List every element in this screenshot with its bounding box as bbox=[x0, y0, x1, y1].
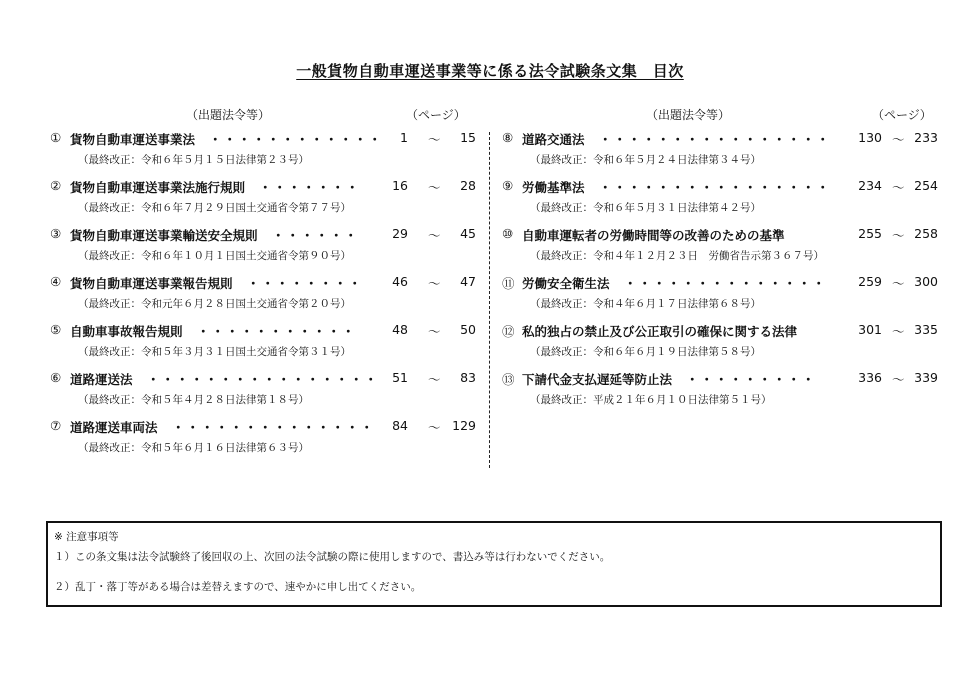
toc-column-left bbox=[48, 98, 476, 464]
page-start: 46 bbox=[392, 274, 408, 289]
leader-dots: ・・・・・・・・ bbox=[247, 276, 364, 291]
amendment-note: （最終改正：令和６年５月２４日法律第３４号） bbox=[530, 154, 761, 166]
notes-box bbox=[46, 521, 942, 607]
entry-number: ① bbox=[50, 130, 62, 145]
page-start: 234 bbox=[858, 178, 882, 193]
page-range-tilde: ～ bbox=[428, 372, 441, 387]
toc-entry bbox=[48, 176, 476, 224]
page-end: 129 bbox=[452, 418, 476, 433]
amendment-note: （最終改正：令和６年５月１５日法律第２３号） bbox=[78, 154, 309, 166]
page-end: 339 bbox=[914, 370, 938, 385]
law-name: 道路運送法 bbox=[70, 372, 133, 387]
page-start: 130 bbox=[858, 130, 882, 145]
column-header bbox=[48, 98, 476, 128]
toc-entries-right bbox=[500, 128, 940, 416]
toc-entry bbox=[48, 224, 476, 272]
page-end: 15 bbox=[460, 130, 476, 145]
page-start: 48 bbox=[392, 322, 408, 337]
page-start: 51 bbox=[392, 370, 408, 385]
entry-number: ④ bbox=[50, 274, 62, 289]
law-name: 道路運送車両法 bbox=[70, 420, 158, 435]
entry-number: ③ bbox=[50, 226, 62, 241]
notes-heading: ※ 注意事項等 bbox=[54, 531, 119, 543]
page-end: 83 bbox=[460, 370, 476, 385]
amendment-note: （最終改正：平成２１年６月１０日法律第５１号） bbox=[530, 394, 772, 406]
toc-entry bbox=[48, 128, 476, 176]
toc-entry bbox=[48, 320, 476, 368]
toc-entry-line bbox=[500, 130, 940, 150]
law-name: 貨物自動車運送事業報告規則 bbox=[70, 276, 233, 291]
page-range-tilde: ～ bbox=[892, 276, 905, 291]
page-start: 301 bbox=[858, 322, 882, 337]
header-law: （出題法令等） bbox=[646, 108, 731, 122]
page-start: 259 bbox=[858, 274, 882, 289]
note-item-1: １）この条文集は法令試験終了後回収の上、次回の法令試験の際に使用しますので、書込み等は行わないでください。 bbox=[54, 551, 611, 563]
column-header bbox=[500, 98, 940, 128]
amendment-note: （最終改正：令和６年６月１９日法律第５８号） bbox=[530, 346, 761, 358]
amendment-note: （最終改正：令和５年４月２８日法律第１８号） bbox=[78, 394, 309, 406]
page-range-tilde: ～ bbox=[428, 420, 441, 435]
column-divider bbox=[489, 132, 490, 468]
amendment-note: （最終改正：令和６年５月３１日法律第４２号） bbox=[530, 202, 761, 214]
entry-number: ⑥ bbox=[50, 370, 62, 385]
toc-entry-line bbox=[500, 322, 940, 342]
note-item-2: ２）乱丁・落丁等がある場合は差替えますので、速やかに申し出てください。 bbox=[54, 581, 422, 593]
toc-entry-line bbox=[48, 178, 476, 198]
leader-dots: ・・・・・・・ bbox=[259, 180, 361, 195]
toc-entry bbox=[500, 128, 940, 176]
amendment-note: （最終改正：令和６年７月２９日国土交通省令第７７号） bbox=[78, 202, 351, 214]
toc-entry bbox=[48, 272, 476, 320]
leader-dots: ・・・・・・・・・・・ bbox=[197, 324, 357, 339]
page-start: 1 bbox=[400, 130, 408, 145]
law-name: 自動車事故報告規則 bbox=[70, 324, 183, 339]
page-end: 233 bbox=[914, 130, 938, 145]
page-range-tilde: ～ bbox=[428, 324, 441, 339]
page-range-tilde: ～ bbox=[428, 228, 441, 243]
leader-dots: ・・・・・・・・・・・・・・ bbox=[624, 276, 828, 291]
page-range-tilde: ～ bbox=[428, 276, 441, 291]
toc-entry bbox=[48, 368, 476, 416]
entry-number: ⑫ bbox=[502, 324, 515, 339]
header-page: （ページ） bbox=[872, 108, 932, 122]
toc-entry bbox=[500, 368, 940, 416]
leader-dots: ・・・・・・・・・・・・ bbox=[209, 132, 384, 147]
page-range-tilde: ～ bbox=[428, 132, 441, 147]
law-name: 貨物自動車運送事業法施行規則 bbox=[70, 180, 246, 195]
entry-number: ② bbox=[50, 178, 62, 193]
entry-number: ⑩ bbox=[502, 226, 514, 241]
entry-number: ⑪ bbox=[502, 276, 515, 291]
entry-number: ⑨ bbox=[502, 178, 514, 193]
header-law: （出題法令等） bbox=[186, 108, 271, 122]
page-start: 84 bbox=[392, 418, 408, 433]
page-end: 47 bbox=[460, 274, 476, 289]
amendment-note: （最終改正：令和６年１０月１日国土交通省令第９０号） bbox=[78, 250, 351, 262]
law-name: 労働安全衛生法 bbox=[522, 276, 610, 291]
page-range-tilde: ～ bbox=[892, 132, 905, 147]
leader-dots: ・・・・・・・・・・・・・・ bbox=[172, 420, 376, 435]
document-title: 一般貨物自動車運送事業等に係る法令試験条文集 目次 bbox=[296, 62, 684, 80]
toc-entry bbox=[500, 176, 940, 224]
toc-entry bbox=[500, 272, 940, 320]
toc-entry bbox=[48, 416, 476, 464]
toc-entry-line bbox=[48, 418, 476, 438]
toc-entry-line bbox=[48, 370, 476, 390]
entry-number: ⑤ bbox=[50, 322, 62, 337]
toc-entry-line bbox=[500, 226, 940, 246]
law-name: 道路交通法 bbox=[522, 132, 585, 147]
page-range-tilde: ～ bbox=[892, 180, 905, 195]
page-start: 336 bbox=[858, 370, 882, 385]
toc-entry-line bbox=[48, 130, 476, 150]
toc-entries-left bbox=[48, 128, 476, 464]
leader-dots: ・・・・・・・・・・・・・・・・ bbox=[147, 372, 380, 387]
toc-entry-line bbox=[500, 274, 940, 294]
leader-dots: ・・・・・・・・・・・・・・・・ bbox=[599, 132, 832, 147]
page-end: 254 bbox=[914, 178, 938, 193]
toc-entry-line bbox=[500, 178, 940, 198]
leader-dots: ・・・・・・・・・・・・・・・・ bbox=[599, 180, 832, 195]
entry-number: ⑧ bbox=[502, 130, 514, 145]
page-start: 29 bbox=[392, 226, 408, 241]
toc-entry-line bbox=[500, 370, 940, 390]
law-name: 労働基準法 bbox=[522, 180, 585, 195]
amendment-note: （最終改正：令和元年６月２８日国土交通省令第２０号） bbox=[78, 298, 351, 310]
toc-entry bbox=[500, 224, 940, 272]
toc-column-right bbox=[500, 98, 940, 416]
amendment-note: （最終改正：令和５年６月１６日法律第６３号） bbox=[78, 442, 309, 454]
page-end: 45 bbox=[460, 226, 476, 241]
toc-entry-line bbox=[48, 226, 476, 246]
law-name: 私的独占の禁止及び公正取引の確保に関する法律 bbox=[522, 324, 798, 339]
law-name: 下請代金支払遅延等防止法 bbox=[522, 372, 673, 387]
leader-dots: ・・・・・・・・・ bbox=[686, 372, 817, 387]
amendment-note: （最終改正：令和４年６月１７日法律第６８号） bbox=[530, 298, 761, 310]
amendment-note: （最終改正：令和５年３月３１日国土交通省令第３１号） bbox=[78, 346, 351, 358]
law-name: 自動車運転者の労働時間等の改善のための基準 bbox=[522, 228, 785, 243]
toc-entry-line bbox=[48, 322, 476, 342]
page-end: 258 bbox=[914, 226, 938, 241]
page-end: 50 bbox=[460, 322, 476, 337]
toc-entry bbox=[500, 320, 940, 368]
page-end: 28 bbox=[460, 178, 476, 193]
page-end: 335 bbox=[914, 322, 938, 337]
entry-number: ⑬ bbox=[502, 372, 515, 387]
page-range-tilde: ～ bbox=[892, 228, 905, 243]
toc-entry-line bbox=[48, 274, 476, 294]
page-end: 300 bbox=[914, 274, 938, 289]
page-range-tilde: ～ bbox=[892, 324, 905, 339]
page-start: 255 bbox=[858, 226, 882, 241]
law-name: 貨物自動車運送事業輸送安全規則 bbox=[70, 228, 258, 243]
law-name: 貨物自動車運送事業法 bbox=[70, 132, 196, 147]
page-start: 16 bbox=[392, 178, 408, 193]
amendment-note: （最終改正：令和４年１２月２３日 労働省告示第３６７号） bbox=[530, 250, 824, 262]
header-page: （ページ） bbox=[406, 108, 466, 122]
page-range-tilde: ～ bbox=[428, 180, 441, 195]
page-range-tilde: ～ bbox=[892, 372, 905, 387]
leader-dots: ・・・・・・ bbox=[272, 228, 360, 243]
entry-number: ⑦ bbox=[50, 418, 62, 433]
